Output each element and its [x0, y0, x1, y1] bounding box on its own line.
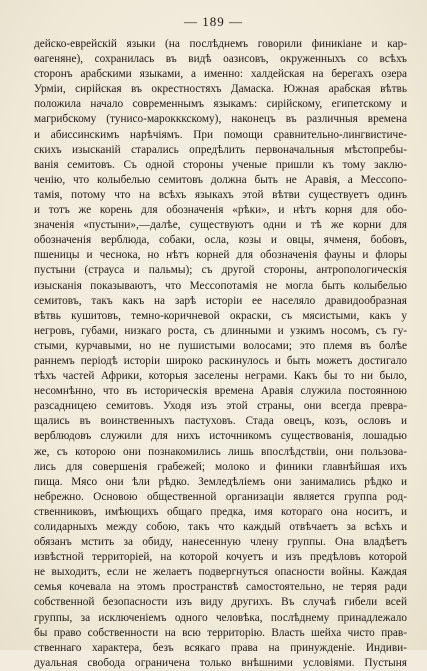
text-line: пища. Мясо они ѣли рѣдко. Земледѣліемъ они занимались рѣдко и [34, 475, 407, 488]
text-line: же, съ которою они познакомились лишь впослѣдствіи, они пользова- [34, 445, 407, 458]
text-line: ванія семитовъ. Съ одной стороны ученые пришли къ тому заклю- [34, 158, 407, 171]
text-line: ѳагеняне), сохранилась въ видѣ оазисовъ, окруженныхъ со всѣхъ [34, 53, 407, 66]
text-line: дуальная свобода ограничена только внѣшними условіями. Пустыня [34, 656, 407, 669]
text-line: значенія «пустыни»,—далѣе, существуютъ одни и тѣ же корни для [34, 219, 407, 232]
text-line: не выходитъ, если не желаетъ подвергнуться опасности войны. Каждая [34, 566, 407, 579]
text-line: ственнаго характера, безъ всякаго права на принужденіе. Индиви- [34, 641, 407, 654]
text-line: небрежно. Основою общественной организаціи является группа род- [34, 490, 407, 503]
text-line: скихъ изысканій старались опредѣлить первоначальныя мѣстопребы- [34, 143, 407, 156]
text-line: и тотъ же корень для обозначенія «рѣки», и нѣтъ корня для обо- [34, 204, 407, 217]
text-line: семитовъ, такъ какъ на зарѣ исторіи ее населяло дравидообразная [34, 294, 407, 307]
text-line: тамія, потому что на всѣхъ языкахъ этой вѣтви существуетъ одинъ [34, 188, 407, 201]
text-line: пустыни (страуса и пальмы); съ другой стороны, антропологическія [34, 264, 407, 277]
text-line: негровъ, губами, низкаго роста, съ длинными и узкимъ носомъ, съ гу- [34, 324, 407, 337]
text-line: Урміи, сирійская въ окрестностяхъ Дамаска. Южная арабская вѣтвь [34, 83, 407, 96]
text-line: солидарныхъ между собою, такъ что каждый отвѣчаетъ за всѣхъ и [34, 521, 407, 533]
text-line: разсадницею семитовъ. Уходя изъ этой страны, они всегда превра- [34, 400, 407, 413]
text-line: щались въ воинственныхъ пастуховъ. Стада овецъ, козъ, ословъ и [34, 415, 407, 428]
body-text [34, 37, 407, 671]
text-line: группы, за исключеніемъ одного человѣка, послѣднему принадлежало [34, 611, 407, 624]
text-line: пшеницы и чеснока, но нѣтъ корней для обозначенія фауны и флоры [34, 249, 407, 262]
text-line: извѣстной территоріей, на которой кочуетъ и изъ предѣловъ которой [34, 551, 407, 564]
text-line: раннемъ періодѣ исторіи широко раскинулось и быть можетъ достигало [34, 354, 407, 367]
text-line: тѣхъ частей Африки, которыя заселены неграми. Какъ бы то ни было, [34, 370, 407, 383]
text-line: магрибскому (тунисо-марокккскому), наконецъ въ различныя времена [34, 113, 407, 126]
text-line: несомнѣнно, что въ историческія времена Аравія служила постоянною [34, 385, 407, 398]
text-line: положила начало современнымъ языкамъ: сирійскому, египетскому и [34, 98, 407, 111]
text-line: дейско-еврейскій языки (на послѣднемъ говорили финикіане и кар- [34, 38, 407, 50]
page-number: — 189 — [184, 14, 243, 29]
text-line: обозначенія верблюда, собаки, осла, козы и овцы, ячменя, бобовъ, [34, 234, 407, 247]
text-line: верблюдовъ служили для нихъ источникомъ существованія, лошадью [34, 430, 407, 443]
text-line: семья кочевала на этомъ пространствѣ самостоятельно, не теряя ради [34, 581, 407, 594]
text-line: изысканія показываютъ, что Мессопотамія не могла быть колыбелью [34, 279, 407, 292]
text-line: сторонъ арабскими языками, а именно: халдейская на берегахъ озера [34, 68, 407, 81]
text-line: собственной безопасности изъ виду другихъ. Въ случаѣ гибели всей [34, 596, 407, 609]
text-line: вѣтвь кушитовъ, темно-коричневой окраски, съ мясистыми, какъ у [34, 309, 407, 322]
text-line: лись для совершенія грабежей; молоко и финики главнѣйшая ихъ [34, 460, 407, 473]
text-line: стыми, курчавыми, но не пушистыми волосами; это племя въ болѣе [34, 339, 407, 352]
text-line: ственниковъ, имѣющихъ общаго предка, имя котораго она носитъ, и [34, 505, 407, 518]
text-line: ченію, что колыбелью семитовъ должна быть не Аравія, а Мессопо- [34, 173, 407, 186]
text-line: бы право собственности на всю территорію. Власть шейха чисто прав- [34, 626, 407, 639]
text-line: обязанъ мстить за обиду, нанесенную члену группы. Она владѣетъ [34, 536, 407, 549]
text-line: и абиссинскимъ нарѣчіямъ. При помощи сравнительно-лингвистиче- [34, 128, 407, 141]
